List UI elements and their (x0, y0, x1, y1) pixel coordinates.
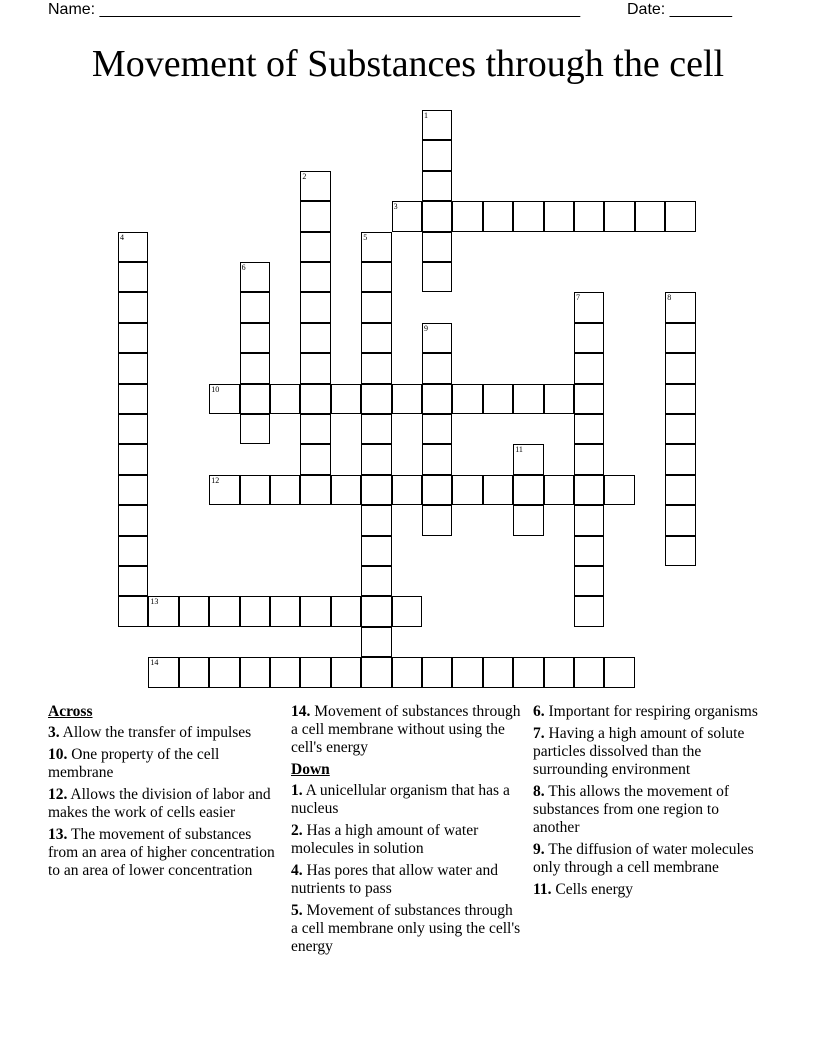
clue-across-13: 13. The movement of substances from an area of higher concentration to an area of lower concentration (48, 826, 275, 879)
grid-cell[interactable] (422, 444, 452, 474)
grid-cell[interactable] (665, 505, 695, 535)
grid-cell[interactable] (361, 232, 391, 262)
clue-number: 12 (211, 475, 220, 485)
grid-cell[interactable] (300, 444, 330, 474)
grid-cell[interactable] (452, 475, 482, 505)
clue-number: 14 (150, 658, 159, 668)
grid-cell[interactable] (300, 323, 330, 353)
grid-cell[interactable] (240, 596, 270, 626)
grid-cell[interactable] (118, 566, 148, 596)
clue-across-3: 3. Allow the transfer of impulses (48, 724, 252, 741)
clue-number: 11 (515, 445, 523, 455)
grid-cell[interactable] (574, 323, 604, 353)
grid-cell[interactable] (422, 353, 452, 383)
grid-cell[interactable] (361, 292, 391, 322)
grid-cell[interactable] (118, 475, 148, 505)
grid-cell[interactable] (118, 323, 148, 353)
date-line[interactable]: Date: _______ (627, 1, 732, 18)
clue-number: 8 (667, 293, 672, 303)
grid-cell[interactable] (361, 505, 391, 535)
grid-cell[interactable] (665, 444, 695, 474)
grid-cell[interactable] (118, 262, 148, 292)
grid-cell[interactable] (665, 536, 695, 566)
grid-cell[interactable] (118, 505, 148, 535)
grid-cell[interactable] (270, 384, 300, 414)
grid-cell[interactable] (483, 475, 513, 505)
grid-cell[interactable] (118, 536, 148, 566)
grid-cell[interactable] (665, 414, 695, 444)
clue-across-14: 14. Movement of substances through a cell membrane without using the cell's energy (291, 703, 521, 756)
grid-cell[interactable] (300, 414, 330, 444)
grid-cell[interactable] (452, 201, 482, 231)
grid-cell[interactable] (118, 444, 148, 474)
clue-down-11: 11. Cells energy (533, 881, 634, 898)
grid-cell[interactable] (452, 657, 482, 687)
grid-cell[interactable] (118, 232, 148, 262)
grid-cell[interactable] (513, 475, 543, 505)
clue-number: 1 (424, 111, 428, 120)
grid-cell[interactable] (574, 475, 604, 505)
clue-number: 9 (424, 323, 428, 333)
grid-cell[interactable] (392, 384, 422, 414)
grid-cell[interactable] (270, 475, 300, 505)
grid-cell[interactable] (665, 201, 695, 231)
grid-cell[interactable] (361, 262, 391, 292)
clue-number: 4 (120, 232, 124, 242)
grid-cell[interactable] (574, 566, 604, 596)
grid-cell[interactable] (361, 627, 391, 657)
grid-cell[interactable] (148, 657, 178, 687)
grid-cell[interactable] (331, 384, 361, 414)
grid-cell[interactable] (513, 505, 543, 535)
grid-cell[interactable] (361, 657, 391, 687)
grid-cell[interactable] (331, 596, 361, 626)
clues-column-3 (533, 703, 765, 903)
grid-cell[interactable] (240, 475, 270, 505)
grid-cell[interactable] (300, 475, 330, 505)
grid-cell[interactable] (544, 384, 574, 414)
grid-cell[interactable] (240, 292, 270, 322)
grid-cell[interactable] (422, 475, 452, 505)
clue-number: 10 (211, 384, 220, 394)
grid-cell[interactable] (240, 414, 270, 444)
grid-cell[interactable] (422, 171, 452, 201)
clue-down-4: 4. Has pores that allow water and nutrients to pass (291, 862, 499, 897)
grid-cell[interactable] (392, 596, 422, 626)
grid-cell[interactable] (361, 323, 391, 353)
grid-cell[interactable] (300, 596, 330, 626)
grid-cell[interactable] (604, 475, 634, 505)
clue-number: 3 (393, 202, 398, 212)
clue-across-10: 10. One property of the cell membrane (48, 746, 220, 781)
grid-cell[interactable] (300, 292, 330, 322)
grid-cell[interactable] (118, 596, 148, 626)
grid-cell[interactable] (392, 201, 422, 231)
down-heading: Down (291, 761, 330, 778)
grid-cell[interactable] (300, 384, 330, 414)
grid-cell[interactable] (574, 596, 604, 626)
grid-cell[interactable] (574, 414, 604, 444)
grid-cell[interactable] (422, 384, 452, 414)
grid-cell[interactable] (513, 444, 543, 474)
clue-down-7: 7. Having a high amount of solute particles dissolved than the surrounding environment (533, 725, 745, 778)
grid-cell[interactable] (118, 292, 148, 322)
clue-down-2: 2. Has a high amount of water molecules in solution (291, 822, 479, 857)
grid-cell[interactable] (665, 353, 695, 383)
grid-cell[interactable] (209, 475, 239, 505)
grid-cell[interactable] (544, 657, 574, 687)
clue-number: 2 (302, 171, 307, 181)
grid-cell[interactable] (361, 353, 391, 383)
grid-cell[interactable] (270, 657, 300, 687)
grid-cell[interactable] (574, 292, 604, 322)
grid-cell[interactable] (240, 262, 270, 292)
grid-cell[interactable] (513, 657, 543, 687)
clues-column-1 (48, 703, 280, 884)
grid-cell[interactable] (361, 536, 391, 566)
clue-down-6: 6. Important for respiring organisms (533, 703, 758, 720)
grid-cell[interactable] (574, 444, 604, 474)
grid-cell[interactable] (422, 323, 452, 353)
grid-cell[interactable] (209, 384, 239, 414)
grid-cell[interactable] (574, 201, 604, 231)
grid-cell[interactable] (513, 201, 543, 231)
grid-cell[interactable] (483, 657, 513, 687)
grid-cell[interactable] (300, 171, 330, 201)
grid-cell[interactable] (635, 201, 665, 231)
clues-column-2 (291, 703, 523, 960)
grid-cell[interactable] (665, 384, 695, 414)
grid-cell[interactable] (240, 657, 270, 687)
grid-cell[interactable] (300, 201, 330, 231)
grid-cell[interactable] (361, 384, 391, 414)
grid-cell[interactable] (422, 201, 452, 231)
grid-cell[interactable] (483, 384, 513, 414)
grid-cell[interactable] (361, 596, 391, 626)
grid-cell[interactable] (422, 232, 452, 262)
grid-cell[interactable] (118, 414, 148, 444)
grid-cell[interactable] (513, 384, 543, 414)
grid-cell[interactable] (392, 475, 422, 505)
grid-cell[interactable] (118, 353, 148, 383)
grid-cell[interactable] (361, 566, 391, 596)
grid-cell[interactable] (118, 384, 148, 414)
grid-cell[interactable] (179, 657, 209, 687)
grid-cell[interactable] (422, 262, 452, 292)
clue-down-9: 9. The diffusion of water molecules only through a cell membrane (533, 841, 754, 876)
grid-cell[interactable] (240, 384, 270, 414)
clue-number: 13 (150, 597, 159, 607)
grid-cell[interactable] (331, 657, 361, 687)
clue-down-5: 5. Movement of substances through a cell membrane only using the cell's energy (291, 902, 521, 955)
grid-cell[interactable] (422, 657, 452, 687)
grid-cell[interactable] (392, 657, 422, 687)
grid-cell[interactable] (665, 292, 695, 322)
grid-cell[interactable] (604, 201, 634, 231)
grid-cell[interactable] (574, 657, 604, 687)
grid-cell[interactable] (574, 384, 604, 414)
grid-cell[interactable] (604, 657, 634, 687)
grid-cell[interactable] (270, 596, 300, 626)
grid-cell[interactable] (240, 323, 270, 353)
grid-cell[interactable] (544, 475, 574, 505)
clue-number: 6 (241, 263, 246, 272)
grid-cell[interactable] (209, 596, 239, 626)
grid-cell[interactable] (422, 505, 452, 535)
grid-cell[interactable] (148, 596, 178, 626)
grid-cell[interactable] (179, 596, 209, 626)
grid-cell[interactable] (361, 414, 391, 444)
grid-cell[interactable] (361, 444, 391, 474)
grid-cell[interactable] (422, 414, 452, 444)
grid-cell[interactable] (300, 657, 330, 687)
across-heading: Across (48, 703, 93, 720)
grid-cell[interactable] (331, 475, 361, 505)
grid-cell[interactable] (300, 353, 330, 383)
page-title: Movement of Substances through the cell (91, 43, 725, 85)
grid-cell[interactable] (300, 262, 330, 292)
name-line[interactable]: Name: ______________________________________________________ (48, 1, 581, 18)
grid-cell[interactable] (574, 505, 604, 535)
grid-cell[interactable] (300, 232, 330, 262)
grid-cell[interactable] (361, 475, 391, 505)
grid-cell[interactable] (665, 475, 695, 505)
grid-cell[interactable] (422, 140, 452, 170)
grid-cell[interactable] (240, 353, 270, 383)
grid-cell[interactable] (544, 201, 574, 231)
grid-cell[interactable] (209, 657, 239, 687)
grid-cell[interactable] (574, 536, 604, 566)
clue-number: 7 (576, 293, 580, 303)
clue-across-12: 12. Allows the division of labor and makes the work of cells easier (48, 786, 271, 821)
grid-cell[interactable] (483, 201, 513, 231)
grid-cell[interactable] (452, 384, 482, 414)
grid-cell[interactable] (574, 353, 604, 383)
clue-down-8: 8. This allows the movement of substances from one region to another (533, 783, 730, 836)
clue-down-1: 1. A unicellular organism that has a nucleus (291, 782, 510, 817)
grid-cell[interactable] (665, 323, 695, 353)
clue-number: 5 (363, 232, 368, 242)
grid-cell[interactable] (422, 110, 452, 140)
